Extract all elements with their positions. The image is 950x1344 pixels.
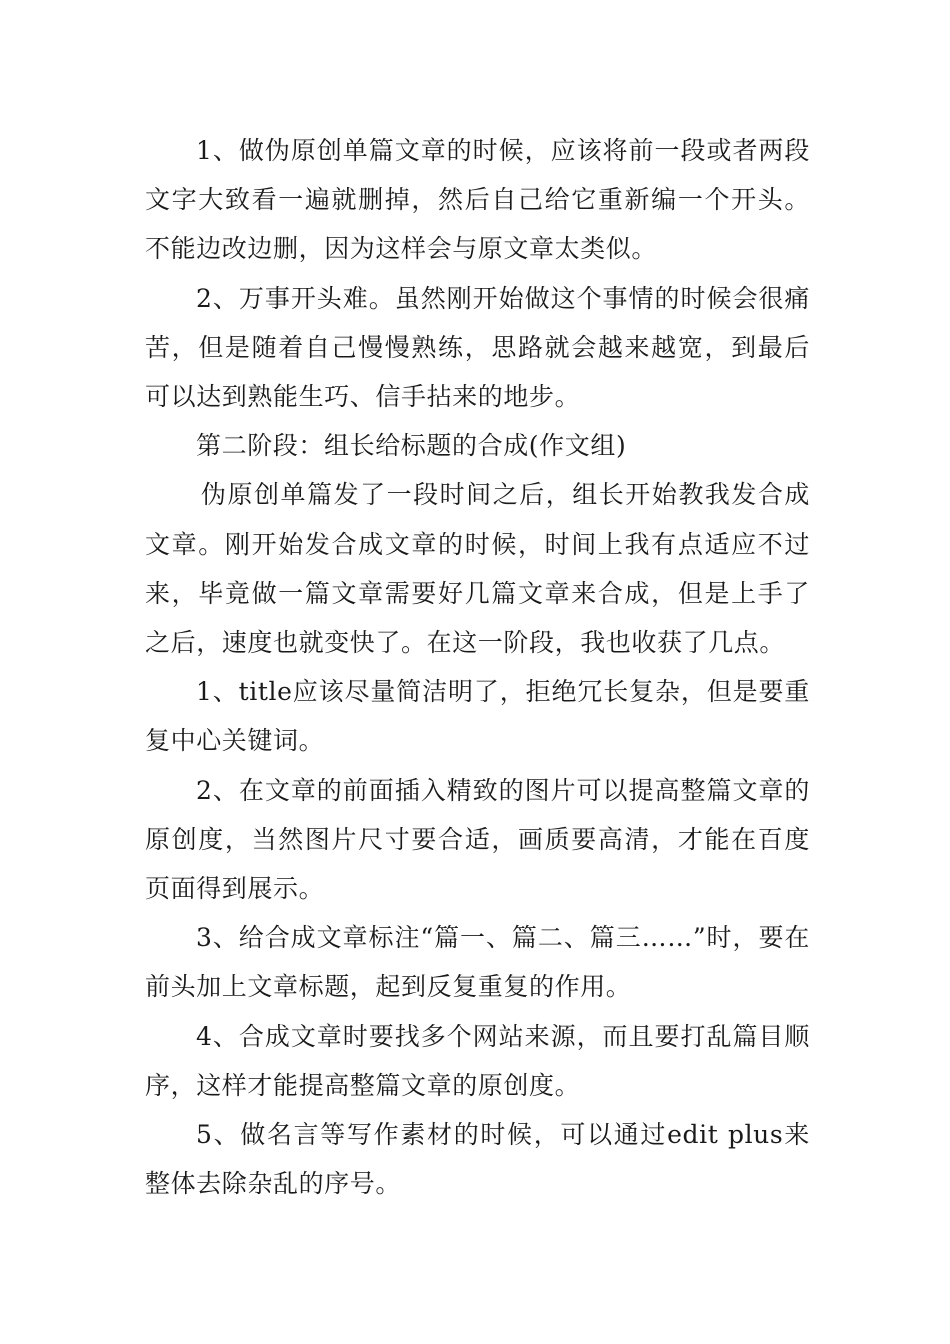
document-body	[145, 126, 810, 1208]
section-heading-stage-two: 第二阶段：组长给标题的合成(作文组)	[196, 431, 627, 461]
paragraph-tip-4-sources: 4、合成文章时要找多个网站来源，而且要打乱篇目顺序，这样才能提高整篇文章的原创度。	[145, 1021, 810, 1100]
paragraph-tip-2-images: 2、在文章的前面插入精致的图片可以提高整篇文章的原创度，当然图片尺寸要合适，画质要高清，才能在百度页面得到展示。	[145, 775, 810, 904]
paragraph-point-1-rewrite: 1、做伪原创单篇文章的时候，应该将前一段或者两段文字大致看一遍就删掉，然后自己给它重新编一个开头。不能边改边删，因为这样会与原文章太类似。	[145, 136, 810, 264]
paragraph-tip-3-labels: 3、给合成文章标注“篇一、篇二、篇三……”时，要在前头加上文章标题，起到反复重复的作用。	[145, 923, 810, 1002]
paragraph-stage-two-intro: 伪原创单篇发了一段时间之后，组长开始教我发合成文章。刚开始发合成文章的时候，时间上我有点适应不过来，毕竟做一篇文章需要好几篇文章来合成，但是上手了之后，速度也就变快了。在这一阶段，我也收获了几点。	[145, 480, 810, 658]
paragraph-tip-1-title: 1、title应该尽量简洁明了，拒绝冗长复杂，但是要重复中心关键词。	[145, 677, 810, 756]
paragraph-point-2-practice: 2、万事开头难。虽然刚开始做这个事情的时候会很痛苦，但是随着自己慢慢熟练，思路就会越来越宽，到最后可以达到熟能生巧、信手拈来的地步。	[145, 283, 810, 412]
paragraph-tip-5-editplus: 5、做名言等写作素材的时候，可以通过edit plus来整体去除杂乱的序号。	[145, 1120, 810, 1199]
